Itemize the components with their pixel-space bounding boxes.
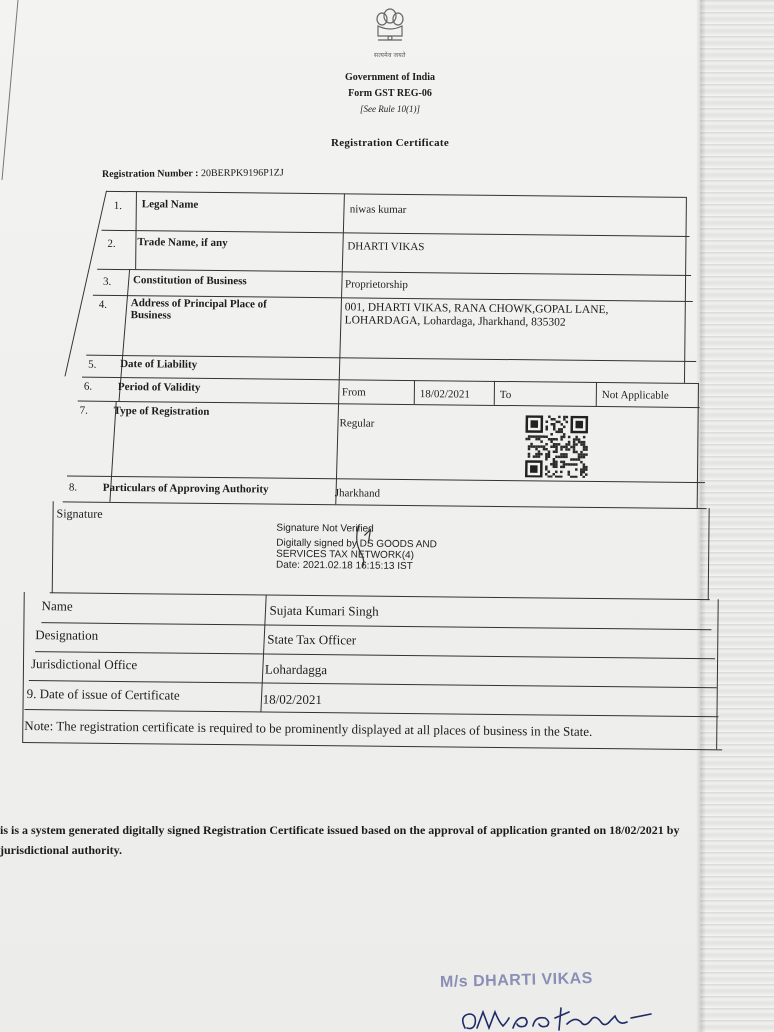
legal-name-value: niwas kumar <box>349 203 407 216</box>
row-number: 7. <box>79 404 88 417</box>
government-heading: Government of India <box>345 72 435 83</box>
date-of-issue-value: 18/02/2021 <box>262 691 322 708</box>
pen-mark-icon <box>0 0 20 200</box>
registration-number-label: Registration Number : <box>101 168 199 180</box>
jurisdictional-office-label: Jurisdictional Office <box>30 656 138 673</box>
firm-stamp: M/s DHARTI VIKAS <box>439 970 594 991</box>
table-border <box>22 742 722 750</box>
table-border <box>106 191 686 198</box>
row-number: 2. <box>107 237 116 250</box>
col-divider <box>335 193 345 504</box>
approving-authority-label: Particulars of Approving Authority <box>102 481 269 496</box>
row-number: 3. <box>102 275 112 288</box>
system-generated-statement <box>0 820 774 860</box>
row-number: 8. <box>68 481 78 494</box>
form-heading: Form GST REG-06 <box>348 88 432 99</box>
certificate-title: Registration Certificate <box>330 137 450 149</box>
trade-name-value: DHARTI VIKAS <box>347 240 425 254</box>
signature-label: Signature <box>56 506 103 521</box>
officer-name-label: Name <box>41 598 73 614</box>
row-number: 5. <box>88 358 97 371</box>
address-value <box>345 301 609 330</box>
date-of-liability-label: Date of Liability <box>120 357 198 371</box>
handwritten-signature-icon <box>455 998 655 1032</box>
from-date: 18/02/2021 <box>419 388 471 401</box>
address-value-line: LOHARDAGA, Lohardaga, Jharkhand, 835302 <box>344 314 566 329</box>
emblem-caption: सत्यमेव जयते <box>374 53 406 59</box>
table-border <box>697 383 699 508</box>
registration-number-value: 20BERPK9196P1ZJ <box>200 167 284 180</box>
table-border <box>52 501 54 593</box>
col-divider <box>414 380 415 404</box>
col-divider <box>494 381 495 405</box>
period-of-validity-label: Period of Validity <box>117 380 201 394</box>
to-label: To <box>499 388 512 402</box>
statement-line: jurisdictional authority. <box>0 843 123 857</box>
col-divider <box>64 191 106 377</box>
address-label-line: Address of Principal Place of <box>130 297 267 311</box>
to-value: Not Applicable <box>601 389 669 402</box>
row-divider <box>41 622 711 630</box>
table-border <box>708 508 710 600</box>
signature-signer-org: SERVICES TAX NETWORK(4) <box>276 548 415 562</box>
rule-reference: [See Rule 10(1)] <box>360 104 420 114</box>
statement-line: is is a system generated digitally signed Registration Certificate issued based on the approval of application granted on 18/02/2021 by <box>0 823 680 837</box>
designation-value: State Tax Officer <box>267 631 357 648</box>
table-border <box>684 197 687 383</box>
row-number: 4. <box>98 298 108 311</box>
jurisdictional-office-value: Lohardagga <box>264 661 328 678</box>
signature-check-icon <box>352 521 383 571</box>
qr-code-icon <box>525 415 594 478</box>
col-divider <box>596 382 597 406</box>
row-divider <box>25 709 719 717</box>
trade-name-label: Trade Name, if any <box>137 236 228 250</box>
registration-number-line <box>102 167 284 180</box>
signature-status: Signature Not Verified <box>276 522 374 535</box>
signature-date: Date: 2021.02.18 16:15:13 IST <box>275 559 413 573</box>
address-value-line: 001, DHARTI VIKAS, RANA CHOWK,GOPAL LANE, <box>344 301 609 317</box>
legal-name-label: Legal Name <box>141 198 199 211</box>
constitution-value: Proprietorship <box>344 278 409 292</box>
row-divider <box>63 501 707 509</box>
address-label-line: Business <box>130 309 172 322</box>
row-number: 6. <box>83 380 93 393</box>
officer-name-value: Sujata Kumari Singh <box>269 602 379 619</box>
display-note: Note: The registration certificate is required to be prominently displayed at all places of business in the State. <box>24 718 593 739</box>
constitution-label: Constitution of Business <box>132 274 247 288</box>
type-of-registration-label: Type of Registration <box>113 404 210 418</box>
type-of-registration-value: Regular <box>339 417 375 430</box>
signature-signer: Digitally signed by DS GOODS AND <box>276 537 437 551</box>
designation-label: Designation <box>35 627 99 643</box>
from-label: From <box>341 386 366 399</box>
row-divider <box>50 592 710 600</box>
approving-authority-value: Jharkhand <box>334 487 381 500</box>
date-of-issue-label: 9. Date of issue of Certificate <box>26 686 180 703</box>
table-border <box>716 599 719 749</box>
registration-table <box>20 186 728 763</box>
address-label <box>131 297 267 322</box>
row-number: 1. <box>113 199 123 213</box>
